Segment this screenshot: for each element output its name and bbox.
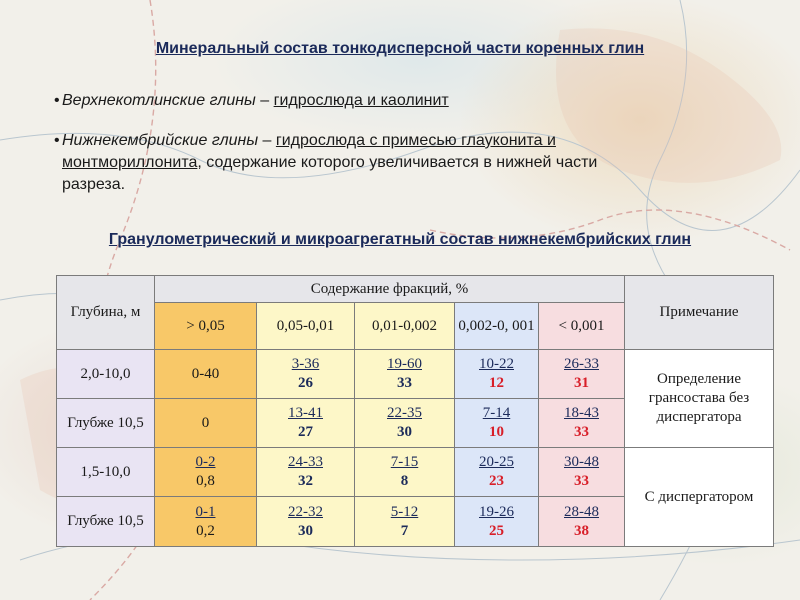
bullet-item-1 xyxy=(54,90,754,112)
fraction-cell xyxy=(155,350,257,399)
table-row xyxy=(57,350,774,399)
bullet-mineral-2: монтмориллонита xyxy=(62,154,198,171)
fraction-cell xyxy=(539,350,625,399)
cell-range: 22-35 xyxy=(387,405,422,421)
cell-range: 7-15 xyxy=(390,454,419,470)
fraction-cell xyxy=(355,350,455,399)
fraction-cell xyxy=(355,497,455,547)
bullet-term: Нижнекембрийские глины xyxy=(62,132,259,149)
cell-range: 30-48 xyxy=(564,454,599,470)
bullet-text-end: разреза. xyxy=(62,176,126,193)
cell-range: 22-32 xyxy=(288,503,323,520)
cell-range: 19-26 xyxy=(479,503,514,520)
cell-average: 12 xyxy=(489,375,504,391)
cell-average: 33 xyxy=(574,424,589,440)
cell-average: 31 xyxy=(574,375,589,391)
cell-average: 25 xyxy=(489,522,504,539)
fraction-cell xyxy=(539,497,625,547)
fraction-cell xyxy=(539,448,625,497)
cell-average: 0,8 xyxy=(196,473,215,489)
note-cell: Определение грансостава без диспергатора xyxy=(625,350,774,448)
note-cell: С диспергатором xyxy=(625,448,774,547)
cell-range: 19-60 xyxy=(387,356,422,372)
bullet-item-2 xyxy=(54,130,754,196)
header-col-5: < 0,001 xyxy=(539,303,625,350)
cell-range: 0-1 xyxy=(195,503,216,520)
cell-range: 3-36 xyxy=(291,356,320,372)
cell-average: 30 xyxy=(298,522,313,539)
fraction-cell xyxy=(455,399,539,448)
cell-average: 30 xyxy=(397,424,412,440)
page-title: Минеральный состав тонкодисперсной части коренных глин xyxy=(155,40,645,57)
fraction-cell xyxy=(155,399,257,448)
bullet-text: , содержание которого увеличивается в нижней части xyxy=(197,154,598,171)
cell-range: 5-12 xyxy=(390,503,419,520)
cell-range: 20-25 xyxy=(479,454,514,470)
fraction-cell xyxy=(355,448,455,497)
fraction-cell xyxy=(539,399,625,448)
cell-average: 32 xyxy=(298,473,313,489)
table-title: Гранулометрический и микроагрегатный состав нижнекембрийских глин xyxy=(108,231,692,248)
header-col-3: 0,01-0,002 xyxy=(355,303,455,350)
fraction-cell xyxy=(257,350,355,399)
cell-range: 10-22 xyxy=(479,356,514,372)
header-note: Примечание xyxy=(625,276,774,350)
fraction-cell xyxy=(155,497,257,547)
depth-cell: Глубже 10,5 xyxy=(57,497,155,547)
header-depth: Глубина, м xyxy=(57,276,155,350)
cell-range: 13-41 xyxy=(288,405,323,421)
bullet-marker: • xyxy=(54,92,60,109)
composition-table xyxy=(56,275,774,547)
cell-range: 28-48 xyxy=(564,503,599,520)
cell-range: 24-33 xyxy=(288,454,323,470)
cell-range: 7-14 xyxy=(482,405,511,421)
cell-average: 26 xyxy=(298,375,313,391)
fraction-cell xyxy=(155,448,257,497)
fraction-cell xyxy=(355,399,455,448)
header-fractions: Содержание фракций, % xyxy=(155,276,625,303)
cell-value: 0 xyxy=(201,414,210,431)
cell-average: 10 xyxy=(489,424,504,440)
cell-average: 7 xyxy=(400,522,409,539)
cell-average: 27 xyxy=(298,424,313,440)
fraction-cell xyxy=(455,497,539,547)
fraction-cell xyxy=(257,448,355,497)
bullet-separator: – xyxy=(258,132,276,149)
cell-average: 38 xyxy=(574,522,589,539)
bullet-list xyxy=(54,90,754,196)
cell-range: 0-2 xyxy=(195,454,216,470)
fraction-cell xyxy=(257,497,355,547)
cell-average: 8 xyxy=(400,473,409,489)
cell-value: 0-40 xyxy=(191,365,220,382)
fraction-cell xyxy=(455,350,539,399)
header-col-1: > 0,05 xyxy=(155,303,257,350)
header-col-2: 0,05-0,01 xyxy=(257,303,355,350)
depth-cell: 2,0-10,0 xyxy=(57,350,155,399)
fraction-cell xyxy=(455,448,539,497)
depth-cell: Глубже 10,5 xyxy=(57,399,155,448)
cell-average: 0,2 xyxy=(196,522,215,539)
cell-average: 23 xyxy=(489,473,504,489)
header-col-4: 0,002-0, 001 xyxy=(455,303,539,350)
depth-cell: 1,5-10,0 xyxy=(57,448,155,497)
bullet-mineral: гидрослюда с примесью глауконита и xyxy=(275,132,556,149)
table-row xyxy=(57,448,774,497)
cell-range: 18-43 xyxy=(564,405,599,421)
fraction-cell xyxy=(257,399,355,448)
bullet-term: Верхнекотлинские глины xyxy=(62,92,256,109)
bullet-separator: – xyxy=(255,92,274,109)
bullet-marker: • xyxy=(54,132,60,149)
table-header-row xyxy=(57,276,774,303)
cell-average: 33 xyxy=(574,473,589,489)
bullet-mineral: гидрослюда и каолинит xyxy=(273,92,449,109)
cell-average: 33 xyxy=(397,375,412,391)
cell-range: 26-33 xyxy=(564,356,599,372)
